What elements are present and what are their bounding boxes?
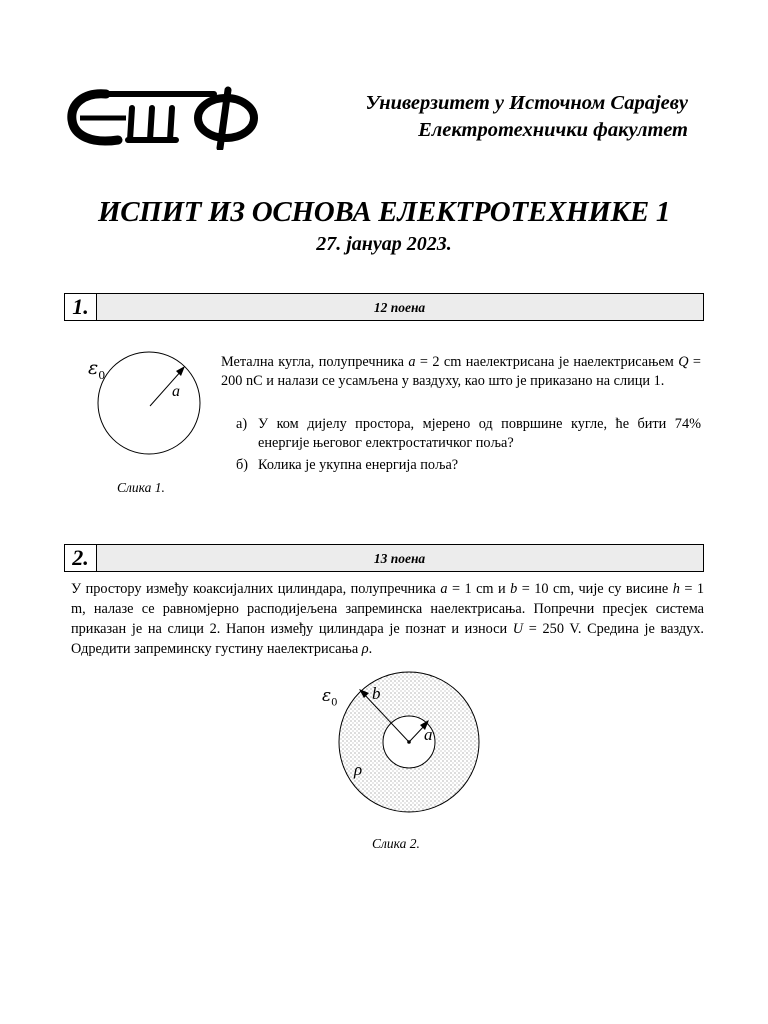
problem-1-item-b — [236, 456, 701, 475]
figure-2-coaxial-cylinders — [330, 660, 500, 825]
problem-1-item-a — [236, 415, 701, 453]
item-text: Колика је укупна енергија поља? — [258, 457, 459, 473]
figure-2-epsilon-label: $\varepsilon_0$ — [322, 686, 338, 709]
problem-2-header — [64, 544, 704, 572]
university-header — [365, 90, 688, 144]
problem-2-text: У простору између коаксијалних цилиндара, полупречника a = 1 cm и b = 10 cm, чије су висине h = 1 m, налазе се равномјерно расподијељена запреминска наелектрисања. Попречни пресјек система приказан је на слици 2. Напон између цилиндара је познат и износи U = 250 V. Средина је ваздух. Одредити запреминску густину наелектрисања ρ. — [71, 581, 704, 657]
problem-1-header — [64, 293, 704, 321]
university-name: Универзитет у Источном Сарајеву — [365, 92, 688, 114]
problem-2-points: 13 поена — [373, 551, 426, 566]
problem-1-number: 1. — [65, 294, 97, 320]
figure-1-radius-label: a — [172, 383, 180, 400]
figure-2-rho-label: ρ — [354, 760, 363, 779]
item-label: б) — [236, 457, 249, 473]
figure-2-b-label: b — [372, 684, 381, 703]
problem-2-number: 2. — [65, 545, 97, 571]
faculty-name: Електротехнички факултет — [418, 119, 688, 141]
figure-1-caption: Слика 1. — [117, 480, 165, 495]
exam-date: 27. јануар 2023. — [316, 233, 452, 255]
exam-title: ИСПИТ ИЗ ОСНОВА ЕЛЕКТРОТЕХНИКЕ 1 — [97, 196, 671, 228]
figure-1-epsilon-label: $\varepsilon_0$ — [88, 357, 106, 382]
faculty-logo — [66, 86, 266, 150]
figure-2-caption: Слика 2. — [372, 836, 420, 851]
figure-2-a-label: a — [424, 725, 433, 744]
item-text: У ком дијелу простора, мјерено од површине кугле, ће бити 74% енергије његовог електростатичког поља? — [258, 416, 701, 451]
problem-1-text: Метална кугла, полупречника a = 2 cm наелектрисана је наелектрисањем Q = 200 nC и налази се усамљена у ваздуху, као што је приказано на слици 1. — [221, 354, 701, 389]
item-label: а) — [236, 416, 248, 432]
problem-1-points: 12 поена — [373, 300, 426, 315]
